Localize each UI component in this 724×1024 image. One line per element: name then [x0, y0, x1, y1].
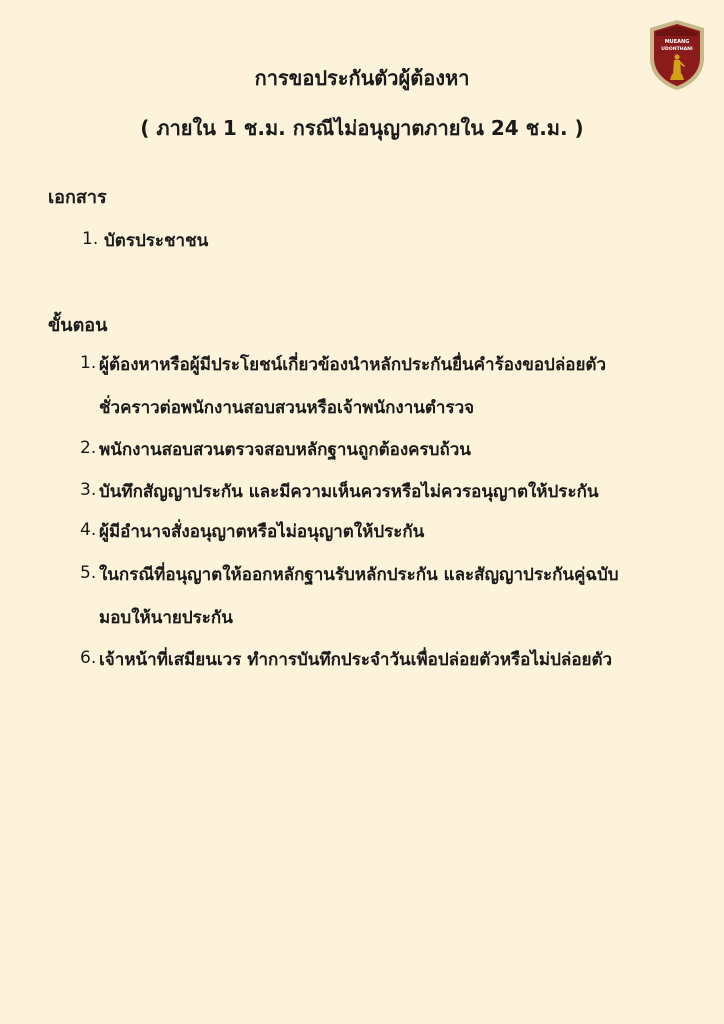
step-number: 2. — [80, 438, 97, 458]
logo-text-bottom: UDONTHANI — [661, 47, 693, 52]
step-number: 4. — [80, 520, 97, 540]
page-title: การขอประกันตัวผู้ต้องหา — [254, 66, 470, 90]
step-number: 1. — [80, 353, 97, 373]
step-number: 6. — [80, 648, 97, 668]
step-text-continued: ชั่วคราวต่อพนักงานสอบสวนหรือเจ้าพนักงานตำรวจ — [99, 398, 475, 418]
step-text: ผู้ต้องหาหรือผู้มีประโยชน์เกี่ยวข้องนำหลักประกันยื่นคำร้องขอปล่อยตัว — [99, 355, 607, 375]
step-number: 3. — [80, 480, 97, 500]
page-subtitle: ( ภายใน 1 ช.ม. กรณีไม่อนุญาตภายใน 24 ช.ม. ) — [140, 116, 584, 140]
step-text: เจ้าหน้าที่เสมียนเวร ทำการบันทึกประจำวันเพื่อปล่อยตัวหรือไม่ปล่อยตัว — [99, 650, 613, 670]
step-text: ผู้มีอำนาจสั่งอนุญาตหรือไม่อนุญาตให้ประกัน — [99, 522, 425, 542]
document-item-number: 1. — [82, 229, 99, 249]
step-text: ในกรณีที่อนุญาตให้ออกหลักฐานรับหลักประกัน และสัญญาประกันคู่ฉบับ — [99, 565, 619, 585]
step-text: พนักงานสอบสวนตรวจสอบหลักฐานถูกต้องครบถ้วน — [99, 440, 471, 460]
step-text: บันทึกสัญญาประกัน และมีความเห็นควรหรือไม่ควรอนุญาตให้ประกัน — [99, 482, 599, 502]
step-number: 5. — [80, 563, 97, 583]
documents-heading: เอกสาร — [48, 187, 107, 208]
document-item-text: บัตรประชาชน — [104, 231, 209, 251]
step-text-continued: มอบให้นายประกัน — [99, 608, 233, 628]
logo-text-top: MUEANG — [664, 39, 690, 45]
steps-heading: ขั้นตอน — [48, 315, 108, 336]
